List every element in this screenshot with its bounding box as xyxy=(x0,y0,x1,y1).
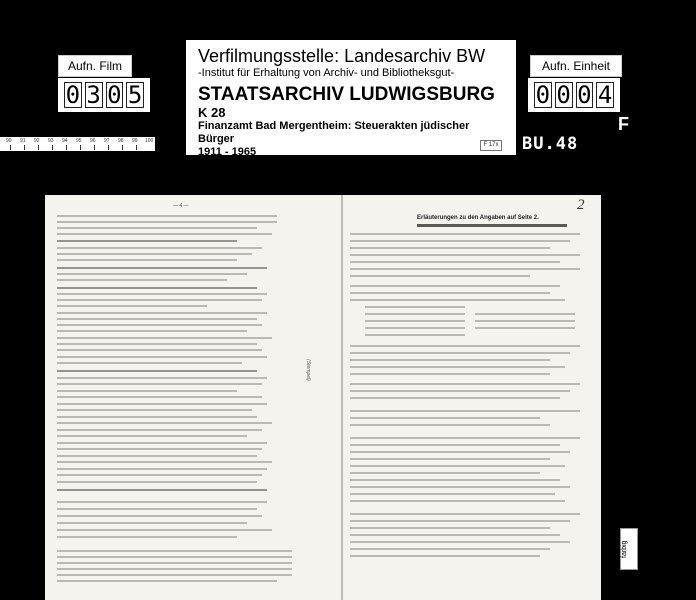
shelf-mark: BU.48 xyxy=(522,134,579,154)
unit-digit: 0 xyxy=(535,81,551,109)
archive-card xyxy=(186,40,516,158)
left-page-number: — 4 — xyxy=(173,203,189,209)
card-subtitle: -Institut für Erhaltung von Archiv- und Bibliotheksgut- xyxy=(198,67,455,79)
ruler-number: 94 xyxy=(62,138,68,144)
ruler-number: 97 xyxy=(104,138,110,144)
film-digit: 0 xyxy=(65,81,81,109)
ruler-number: 100 xyxy=(145,138,154,144)
film-digit: 0 xyxy=(107,81,122,109)
ruler-number: 95 xyxy=(76,138,82,144)
card-description: Finanzamt Bad Mergentheim: Steuerakten jüdischer Bürger xyxy=(198,120,470,145)
scale-ruler xyxy=(0,137,155,151)
film-label: Aufn. Film xyxy=(58,55,132,77)
card-archive: STAATSARCHIV LUDWIGSBURG xyxy=(198,84,495,105)
film-digit: 5 xyxy=(127,81,143,109)
ruler-number: 90 xyxy=(6,138,12,144)
unit-digit: 4 xyxy=(597,81,613,109)
ruler-number: 99 xyxy=(132,138,138,144)
right-page-handnumber: 2 xyxy=(577,197,585,213)
page-fold xyxy=(341,195,343,600)
ruler-number: 92 xyxy=(34,138,40,144)
right-heading: Erläuterungen zu den Angaben auf Seite 2. xyxy=(417,215,539,221)
frame-mark: F xyxy=(618,114,629,134)
film-digit: 3 xyxy=(86,81,101,109)
card-signature: K 28 xyxy=(198,105,226,120)
left-margin-note: (Stempel) xyxy=(304,359,311,381)
ruler-number: 91 xyxy=(20,138,26,144)
unit-digit: 0 xyxy=(556,81,571,109)
card-title: Verfilmungsstelle: Landesarchiv BW xyxy=(198,46,486,66)
color-tag: farbig xyxy=(620,528,638,570)
document-spread xyxy=(45,195,601,600)
ruler-number: 93 xyxy=(48,138,54,144)
unit-label: Aufn. Einheit xyxy=(530,55,622,77)
unit-number xyxy=(528,78,620,112)
film-number xyxy=(58,78,150,112)
ruler-number: 96 xyxy=(90,138,96,144)
card-years: 1911 - 1965 xyxy=(198,146,257,158)
film-tag: F 17x xyxy=(480,140,502,151)
ruler-number: 98 xyxy=(118,138,124,144)
unit-digit: 0 xyxy=(577,81,592,109)
